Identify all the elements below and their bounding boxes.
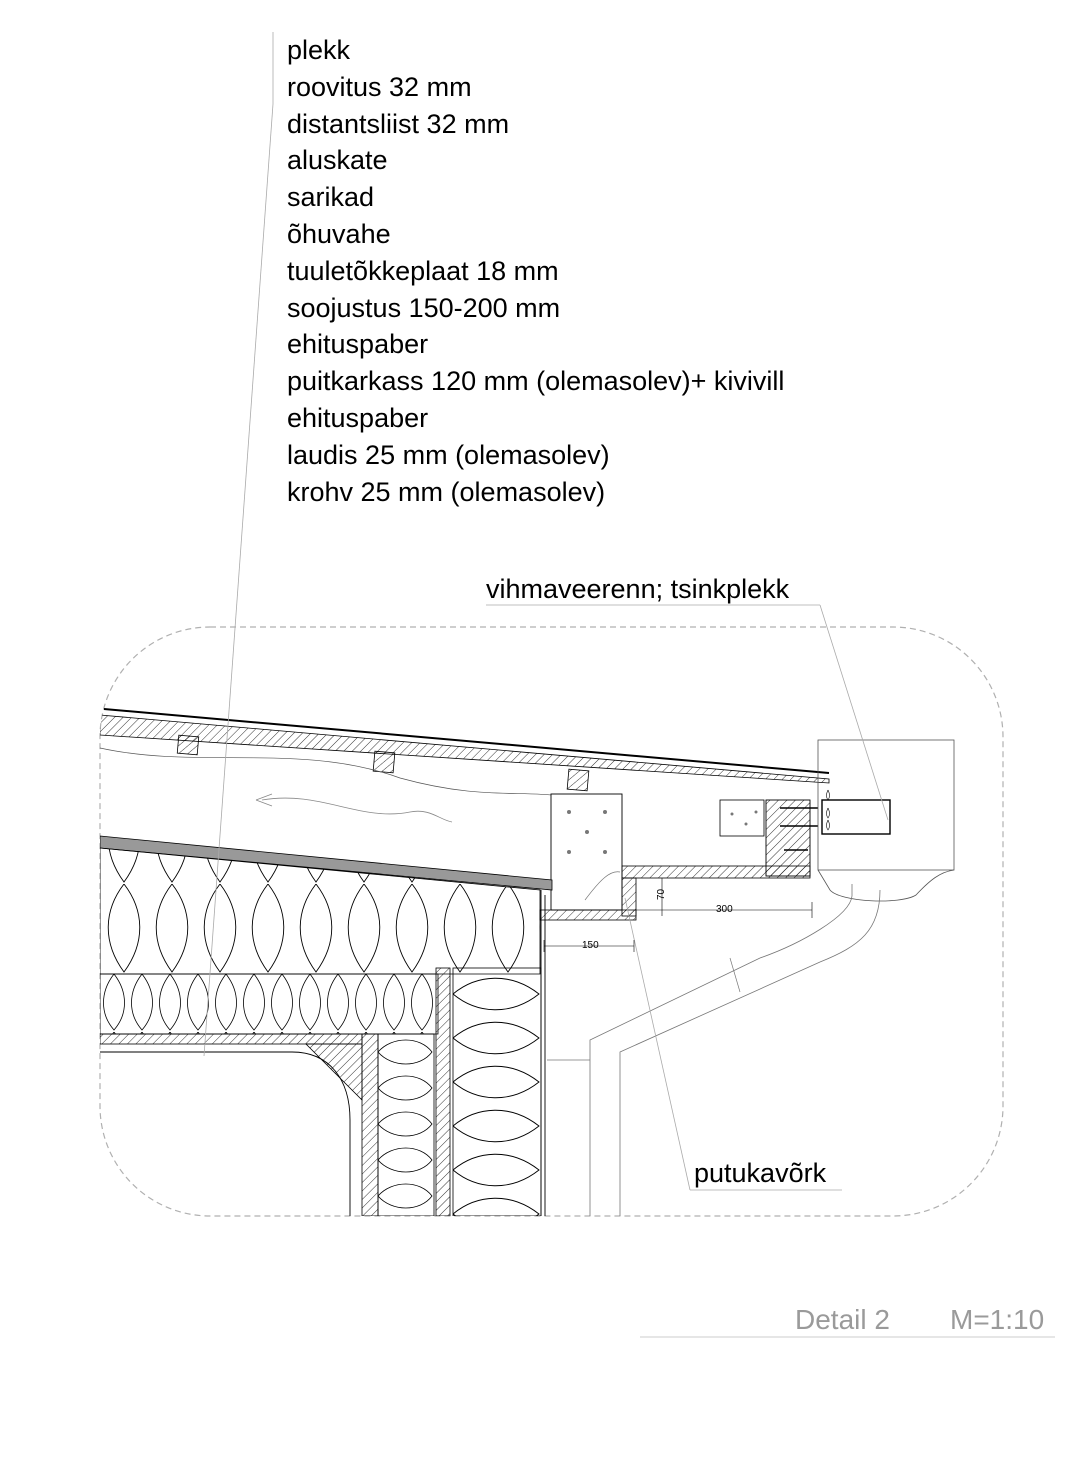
gutter-label: vihmaveerenn; tsinkplekk [486, 574, 790, 604]
detail-title: Detail 2 [795, 1304, 890, 1335]
layer-item: soojustus 150-200 mm [287, 292, 561, 323]
layer-item: sarikad [287, 182, 375, 213]
layer-list [287, 32, 784, 510]
insect-mesh-label: putukavõrk [694, 1158, 827, 1188]
dim-150: 150 [582, 940, 599, 951]
layer-item: tuuletõkkeplaat 18 mm [287, 255, 559, 286]
dim-70: 70 [656, 888, 667, 900]
layer-item: aluskate [287, 145, 388, 176]
layer-item: ehituspaber [287, 329, 429, 360]
layer-item: puitkarkass 120 mm (olemasolev)+ kivivill [287, 366, 785, 397]
rafter-block [551, 794, 622, 910]
gutter [818, 740, 954, 870]
layer-item: laudis 25 mm (olemasolev) [287, 439, 610, 470]
insulation-lower [100, 974, 438, 1034]
layer-item: krohv 25 mm (olemasolev) [287, 476, 606, 507]
roof-battens [100, 715, 829, 783]
soffit-board [622, 866, 810, 878]
scale-label: M=1:10 [950, 1304, 1045, 1335]
layer-item: roovitus 32 mm [287, 71, 472, 102]
layer-item: ehituspaber [287, 402, 429, 433]
dim-300: 300 [716, 904, 733, 915]
layer-item: plekk [287, 35, 351, 65]
wall-insulation [453, 968, 541, 1216]
layer-item: distantsliist 32 mm [287, 108, 510, 139]
layer-item: õhuvahe [287, 218, 391, 249]
